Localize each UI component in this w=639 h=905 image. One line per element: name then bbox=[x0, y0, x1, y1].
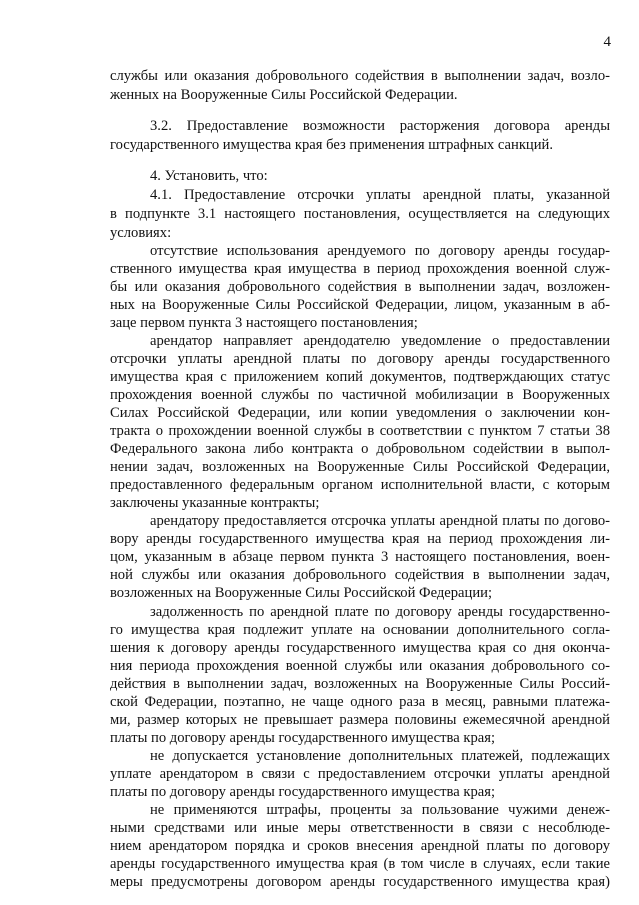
text-line: ными средствами или иные меры ответственности в связи с несоблюде- bbox=[110, 820, 610, 836]
text-line: отсутствие использования арендуемого по договору аренды государ- bbox=[150, 243, 610, 259]
text-line: возложенных на Вооруженные Силы Российской Федерации; bbox=[110, 585, 493, 601]
text-line: имущества края с приложением копий документов, подтверждающих статус bbox=[110, 369, 610, 385]
text-line: не допускается установление дополнительных платежей, подлежащих bbox=[150, 748, 610, 764]
text-line: аренды государственного имущества края (в том числе в случаях, если такие bbox=[110, 856, 610, 872]
text-line: платы по договору аренды государственного имущества края; bbox=[110, 784, 495, 800]
text-line: вору аренды государственного имущества края на период прохождения ли- bbox=[110, 531, 610, 547]
text-line: меры предусмотрены договором аренды государственного имущества края) bbox=[110, 874, 610, 890]
text-line: отсрочки уплаты арендной платы по договору аренды государственного bbox=[110, 351, 610, 367]
text-line: не применяются штрафы, проценты за пользование чужими денеж- bbox=[150, 802, 610, 818]
text-line: ми, размер которых не превышает размера половины ежемесячной арендной bbox=[110, 712, 610, 728]
text-line: государственного имущества края без применения штрафных санкций. bbox=[110, 137, 553, 153]
text-line: нием арендатором порядка и сроков внесения арендной платы по договору bbox=[110, 838, 610, 854]
text-line: Федерального закона либо контракта о добровольном содействии в выпол- bbox=[110, 441, 610, 457]
text-line: женных на Вооруженные Силы Российской Федерации. bbox=[110, 87, 458, 103]
text-line: тракта о прохождении военной службы в соответствии с пунктом 7 статьи 38 bbox=[110, 423, 610, 439]
text-line: условиях: bbox=[110, 225, 172, 241]
text-line: арендатору предоставляется отсрочка уплаты арендной платы по догово- bbox=[150, 513, 610, 529]
text-line: го имущества края подлежит уплате на основании дополнительного согла- bbox=[110, 622, 610, 638]
text-line: бы или оказания добровольного содействия в выполнении задач, возложен- bbox=[110, 279, 610, 295]
text-line: задолженность по арендной плате по договору аренды государственно- bbox=[150, 604, 610, 620]
text-line: прохождения военной службы по частичной мобилизации в Вооруженных bbox=[110, 387, 610, 403]
text-line: нении задач, возложенных на Вооруженные Силы Российской Федерации, bbox=[110, 459, 610, 475]
text-line: ных на Вооруженные Силы Российской Федерации, лицом, указанным в аб- bbox=[110, 297, 610, 313]
text-line: в подпункте 3.1 настоящего постановления, осуществляется на следующих bbox=[110, 206, 610, 222]
text-line: службы или оказания добровольного содействия в выполнении задач, возло- bbox=[110, 68, 610, 84]
text-line: уплате арендатором в связи с предоставлением отсрочки уплаты арендной bbox=[110, 766, 610, 782]
text-line: ственного имущества края имущества в период прохождения военной служ- bbox=[110, 261, 610, 277]
text-line: заключены указанные контракты; bbox=[110, 495, 320, 511]
text-line: 4. Установить, что: bbox=[150, 168, 268, 184]
text-line: заце первом пункта 3 настоящего постановления; bbox=[110, 315, 418, 331]
text-line: 3.2. Предоставление возможности расторжения договора аренды bbox=[150, 118, 610, 134]
text-line: ния периода прохождения военной службы или оказания добровольного со- bbox=[110, 658, 610, 674]
text-line: действия в выполнении задач, возложенных на Вооруженные Силы Россий- bbox=[110, 676, 610, 692]
page-number: 4 bbox=[603, 34, 611, 50]
text-line: платы по договору аренды государственного имущества края; bbox=[110, 730, 495, 746]
text-line: ной службы или оказания добровольного содействия в выполнении задач, bbox=[110, 567, 610, 583]
text-line: арендатор направляет арендодателю уведомление о предоставлении bbox=[150, 333, 610, 349]
text-line: ской Федерации, поэтапно, не чаще одного раза в месяц, равными платежа- bbox=[110, 694, 610, 710]
text-line: цом, указанным в абзаце первом пункта 3 настоящего постановления, воен- bbox=[110, 549, 610, 565]
text-line: предоставленного федеральным органом исполнительной власти, с которым bbox=[110, 477, 610, 493]
text-line: 4.1. Предоставление отсрочки уплаты арендной платы, указанной bbox=[150, 187, 610, 203]
text-line: шения к договору аренды государственного имущества края со дня оконча- bbox=[110, 640, 610, 656]
text-line: Силах Российской Федерации, или копии уведомления о заключении кон- bbox=[110, 405, 610, 421]
